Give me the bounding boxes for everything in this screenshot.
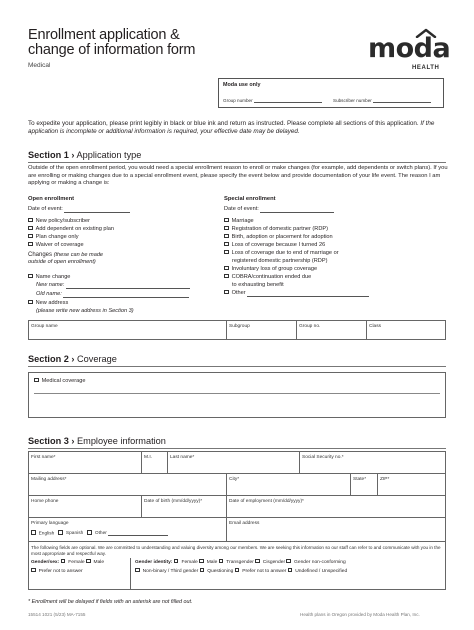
group-no-label: Group no.	[299, 324, 321, 329]
section-2-heading	[28, 354, 117, 364]
changes-title: Changes	[28, 252, 53, 258]
open-option-add-dependent[interactable]	[28, 225, 114, 233]
section-1-title: Application type	[76, 150, 142, 160]
option-label: Loss of coverage due to end of marriage or	[231, 250, 339, 256]
option-label: Plan change only	[35, 234, 79, 240]
checkbox[interactable]	[224, 274, 229, 279]
checkbox[interactable]	[224, 218, 229, 223]
mailing-address-cell[interactable]	[29, 474, 227, 495]
checkbox[interactable]	[28, 218, 33, 223]
new-name-field[interactable]	[36, 281, 190, 289]
lang-other-option[interactable]	[87, 531, 168, 536]
gi-questioning-option[interactable]	[200, 569, 234, 574]
special-date-label: Date of event:	[224, 206, 259, 212]
table-row	[29, 452, 445, 474]
group-name-label: Group name	[31, 324, 58, 329]
checkbox[interactable]	[31, 530, 36, 535]
special-option-rdp[interactable]	[224, 225, 328, 233]
subscriber-number-label: Subscriber number	[333, 98, 372, 103]
lang-english-option[interactable]	[31, 530, 54, 536]
section-3-heading	[28, 436, 166, 446]
checkbox[interactable]	[224, 250, 229, 255]
option-label: Loss of coverage because I turned 26	[231, 242, 326, 248]
section-1-number: Section 1 ›	[28, 150, 75, 160]
logo-word: moda	[368, 33, 451, 64]
option-label: Name change	[35, 274, 71, 280]
checkbox[interactable]	[86, 559, 91, 564]
option-label: Registration of domestic partner (RDP)	[231, 226, 328, 232]
checkbox[interactable]	[135, 568, 140, 573]
checkbox[interactable]	[199, 559, 204, 564]
optional-note: The following fields are optional. We are committed to understanding and valuing diversity among our members. We are seeking this information so our staff can refer to and communicate with you in the most appropriate and respectful way.	[31, 545, 441, 556]
field-label: Date of employment (mm/dd/yyyy)*	[229, 499, 304, 504]
section-1-heading	[28, 150, 141, 160]
section-3-number: Section 3 ›	[28, 436, 75, 446]
coverage-box	[28, 372, 446, 418]
intro-plain: To expedite your application, please print legibly in black or blue ink and return as instructed. Please complete all sections of this application.	[28, 120, 419, 127]
gi-male-option[interactable]	[199, 560, 217, 565]
field-label: Social Security no.*	[302, 455, 344, 460]
state-cell[interactable]	[351, 474, 378, 495]
gi-prefer-not-option[interactable]	[235, 569, 287, 574]
special-enrollment-heading: Special enrollment	[224, 196, 276, 202]
option-label: Female	[68, 560, 85, 565]
option-label: Waiver of coverage	[35, 242, 84, 248]
special-option-turned-26[interactable]	[224, 241, 325, 249]
special-option-involuntary-loss[interactable]	[224, 265, 317, 273]
name-change-option[interactable]	[28, 273, 70, 281]
ssn-cell[interactable]	[300, 452, 446, 473]
checkbox[interactable]	[235, 568, 240, 573]
option-label: Spanish	[65, 531, 84, 537]
group-number-field[interactable]	[223, 98, 322, 103]
gender-female-option[interactable]	[61, 560, 85, 565]
new-address-note: (please write new address in Section 3)	[36, 308, 134, 314]
checkbox[interactable]	[34, 378, 39, 383]
class-label: Class	[369, 324, 381, 329]
checkbox[interactable]	[224, 242, 229, 247]
field-label: Gender/sex:	[31, 560, 60, 565]
option-label: Male	[206, 560, 218, 565]
option-label: Other	[231, 290, 246, 296]
form-code: 15514 1021 (5/23) MA-7155	[28, 612, 86, 617]
logo-sub: HEALTH	[412, 65, 440, 71]
special-option-cobra-cont: to exhausting benefit	[232, 282, 284, 288]
checkbox[interactable]	[224, 266, 229, 271]
title-line-2: change of information form	[28, 42, 196, 58]
lang-spanish-option[interactable]	[58, 531, 83, 536]
special-option-marriage[interactable]	[224, 217, 254, 225]
checkbox[interactable]	[28, 274, 33, 279]
checkbox[interactable]	[224, 290, 229, 295]
table-row	[29, 474, 445, 496]
open-option-waiver[interactable]	[28, 241, 84, 249]
open-date-label: Date of event:	[28, 206, 63, 212]
coverage-line	[34, 393, 440, 394]
city-cell[interactable]	[227, 474, 351, 495]
option-label: Undefined / Unspecified	[295, 569, 348, 574]
option-label: Involuntary loss of group coverage	[231, 266, 318, 272]
option-label: New policy/subscriber	[35, 218, 90, 224]
option-label: Female	[181, 560, 198, 565]
field-label: Last name*	[170, 455, 195, 460]
group-number-label: Group number	[223, 98, 253, 103]
asterisk-note: * Enrollment will be delayed if fields with an asterisk are not filled out.	[28, 599, 193, 605]
email-cell[interactable]	[227, 518, 446, 541]
field-label: New name:	[36, 282, 65, 288]
section-1-description: Outside of the open enrollment period, you would need a special enrollment reason to enroll or make changes (for example, add dependents or switch plans). If you are enrolling or making changes due to a special enrollment event, please specify the event below and provide documentation of your life event. The reason I am applying or making a change is:	[28, 165, 448, 186]
checkbox[interactable]	[224, 234, 229, 239]
open-option-plan-change[interactable]	[28, 233, 79, 241]
class-cell[interactable]	[367, 321, 446, 339]
field-label: Email address	[229, 521, 260, 526]
option-label: Birth, adoption or placement for adoption	[231, 234, 333, 240]
option-label: Transgender	[226, 560, 254, 565]
checkbox[interactable]	[28, 300, 33, 305]
gender-sex-group	[31, 558, 131, 590]
special-option-other[interactable]	[224, 289, 369, 297]
new-address-option[interactable]	[28, 299, 68, 307]
checkbox[interactable]	[288, 568, 293, 573]
special-option-birth[interactable]	[224, 233, 333, 241]
gi-undefined-option[interactable]	[288, 569, 348, 574]
option-label: New address	[35, 300, 69, 306]
open-date-field[interactable]	[28, 205, 130, 213]
option-label: English	[38, 531, 55, 537]
medical-coverage-option[interactable]	[34, 377, 85, 385]
special-option-cobra[interactable]	[224, 273, 311, 281]
option-label: COBRA/continuation ended due	[231, 274, 312, 280]
field-label: ZIP*	[380, 477, 390, 482]
gi-nonbinary-option[interactable]	[135, 569, 198, 574]
changes-note-2: outside of open enrollment)	[28, 259, 96, 265]
primary-language-cell	[29, 518, 227, 541]
option-label: Marriage	[231, 218, 254, 224]
option-label: Non-binary / Third gender	[142, 569, 199, 574]
gi-cisgender-option[interactable]	[255, 560, 285, 565]
subscriber-number-field[interactable]	[333, 98, 431, 103]
section-2-rule	[28, 366, 446, 367]
checkbox[interactable]	[28, 242, 33, 247]
old-name-field[interactable]	[36, 290, 189, 298]
moda-logo	[368, 28, 450, 72]
option-label: Medical coverage	[41, 378, 86, 384]
section-2-number: Section 2 ›	[28, 354, 75, 364]
gender-identity-group	[135, 558, 445, 576]
table-row	[29, 542, 445, 591]
section-2-title: Coverage	[77, 354, 117, 364]
special-option-end-marriage-cont: registered domestic partnership (RDP)	[232, 258, 328, 264]
checkbox[interactable]	[200, 568, 205, 573]
group-info-table	[28, 320, 446, 340]
field-label: Old name:	[36, 291, 62, 297]
first-name-cell[interactable]	[29, 452, 142, 473]
field-label: Mailing address*	[31, 477, 67, 482]
checkbox[interactable]	[174, 559, 179, 564]
section-1-rule	[28, 162, 446, 163]
section-3-title: Employee information	[77, 436, 166, 446]
home-phone-cell[interactable]	[29, 496, 142, 517]
doe-cell[interactable]	[227, 496, 446, 517]
gi-female-option[interactable]	[174, 560, 198, 565]
intro-italic: If the application is incomplete or additional information is required, your effective date may be delayed.	[28, 120, 435, 136]
table-row	[29, 496, 445, 518]
intro-text	[28, 120, 446, 137]
legal-footer: Health plans in Oregon provided by Moda Health Plan, Inc.	[300, 612, 420, 617]
group-name-cell[interactable]	[29, 321, 227, 339]
field-label: Home phone	[31, 499, 59, 504]
field-label: Primary language	[31, 521, 69, 526]
title-line-1: Enrollment application &	[28, 27, 180, 43]
checkbox[interactable]	[224, 226, 229, 231]
checkbox[interactable]	[61, 559, 66, 564]
special-option-end-marriage[interactable]	[224, 249, 339, 257]
group-no-cell[interactable]	[297, 321, 367, 339]
field-label: State*	[353, 477, 367, 482]
gi-nonconforming-option[interactable]	[286, 560, 345, 565]
page-title	[28, 28, 195, 58]
zip-cell[interactable]	[378, 474, 446, 495]
option-label: Prefer not to answer	[242, 569, 287, 574]
field-label: First name*	[31, 455, 56, 460]
field-label: City*	[229, 477, 240, 482]
field-label: Gender identity:	[135, 560, 173, 565]
option-label: Questioning	[207, 569, 234, 574]
field-label: M.I.	[144, 455, 152, 460]
open-enrollment-heading: Open enrollment	[28, 196, 75, 202]
option-label: Add dependent on existing plan	[35, 226, 114, 232]
changes-note: (these can be made	[53, 252, 104, 258]
section-3-rule	[28, 448, 446, 449]
employee-info-table	[28, 451, 446, 590]
option-label: Cisgender	[262, 560, 286, 565]
form-subtitle: Medical	[28, 62, 51, 69]
changes-label	[28, 252, 103, 266]
open-option-new-policy[interactable]	[28, 217, 90, 225]
moda-use-only-box	[218, 78, 444, 108]
dob-cell[interactable]	[142, 496, 227, 517]
checkbox[interactable]	[28, 226, 33, 231]
mi-cell[interactable]	[142, 452, 168, 473]
checkbox[interactable]	[28, 234, 33, 239]
option-label: Gender non-conforming	[294, 560, 346, 565]
table-row	[29, 518, 445, 542]
option-label: Other	[94, 531, 107, 537]
last-name-cell[interactable]	[168, 452, 300, 473]
subgroup-cell[interactable]	[227, 321, 297, 339]
checkbox[interactable]	[255, 559, 260, 564]
moda-use-title: Moda use only	[223, 82, 261, 88]
gender-prefer-not-option[interactable]	[31, 569, 83, 574]
checkbox[interactable]	[31, 568, 36, 573]
field-label: Date of birth (mm/dd/yyyy)*	[144, 499, 203, 504]
gender-male-option[interactable]	[86, 560, 104, 565]
subgroup-label: Subgroup	[229, 324, 250, 329]
checkbox[interactable]	[286, 559, 291, 564]
checkbox[interactable]	[58, 530, 63, 535]
checkbox[interactable]	[87, 530, 92, 535]
special-date-field[interactable]	[224, 205, 334, 213]
option-label: Male	[93, 560, 105, 565]
option-label: Prefer not to answer	[38, 569, 83, 574]
gi-transgender-option[interactable]	[219, 560, 254, 565]
checkbox[interactable]	[219, 559, 224, 564]
